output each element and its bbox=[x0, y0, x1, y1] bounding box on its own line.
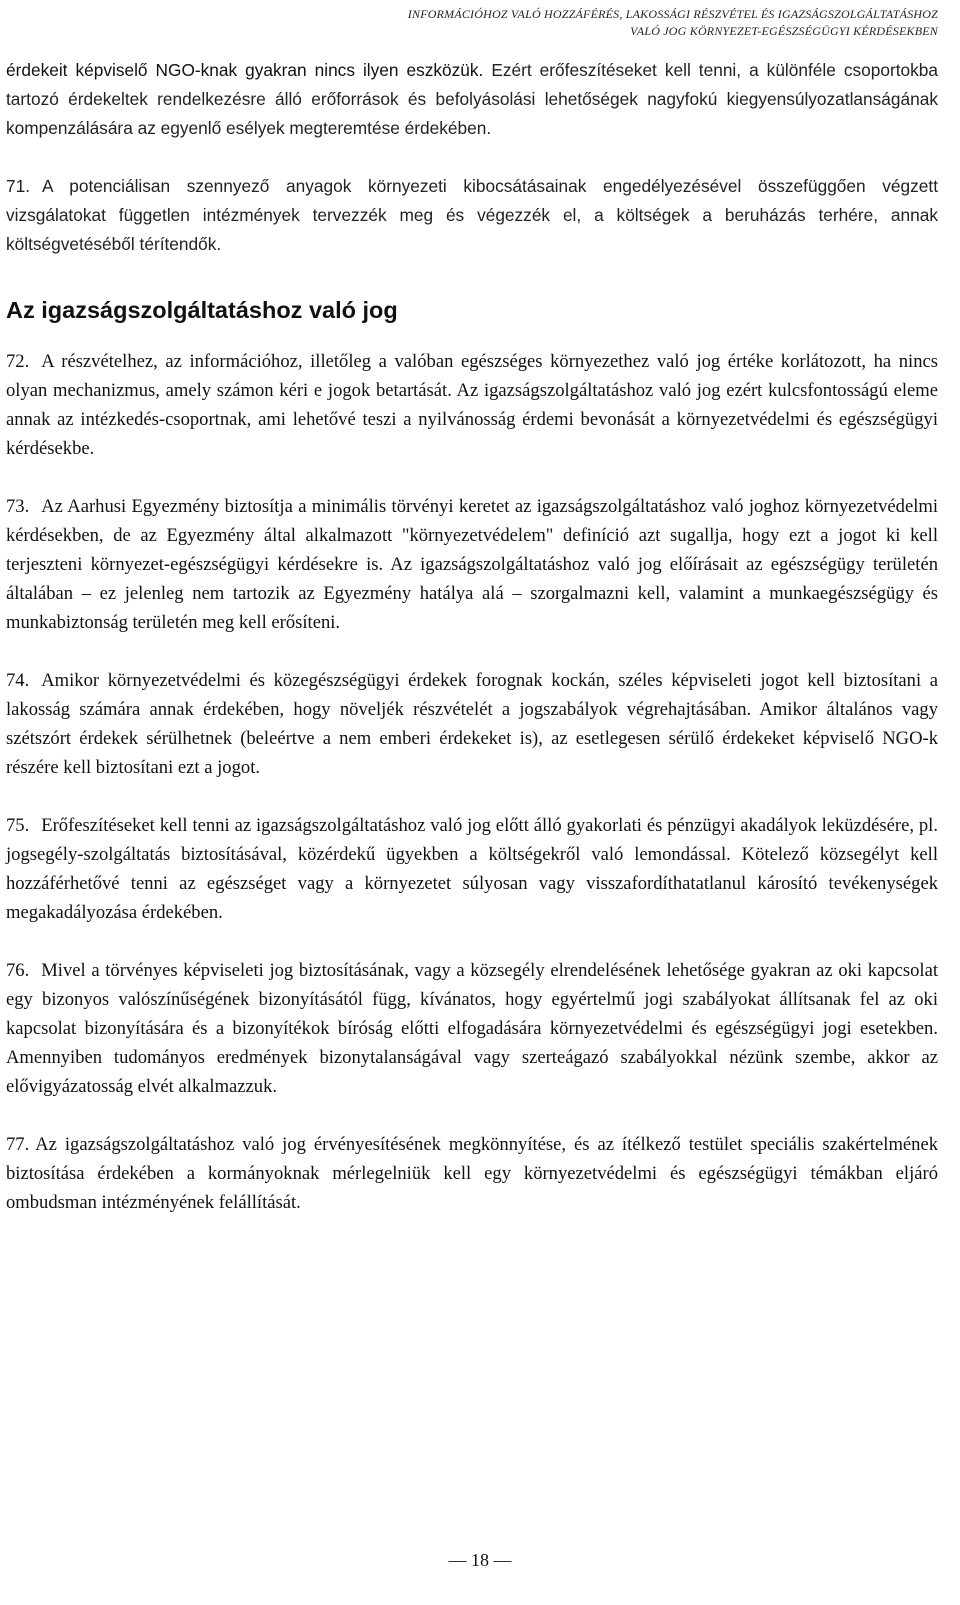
paragraph-number: 73. bbox=[6, 496, 30, 517]
paragraph-number: 76. bbox=[6, 960, 30, 981]
intro-sans-fragment: érdekeit képviselő NGO-knak gyakran nincs ilyen eszközük. bbox=[6, 60, 484, 80]
paragraph-text: A részvételhez, az információhoz, illetőleg a valóban egészséges környezethez való jog értéke korlátozott, ha nincs olyan mechanizmus, amely számon kéri e jogok betartását. Az igazságszolgáltatáshoz való jog ezért kulcsfontosságú eleme annak az intézkedés-csoportnak, ami lehetővé teszi a nyilvánosság érdemi bevonását a környezetvédelmi és egészségügyi kérdésekbe. bbox=[6, 351, 938, 459]
page-number: — 18 — bbox=[448, 1550, 512, 1570]
intro-paragraph bbox=[6, 56, 938, 143]
paragraph-number: 72. bbox=[6, 351, 30, 372]
paragraph-text: Az igazságszolgáltatáshoz való jog érvényesítésének megkönnyítése, és az ítélkező testület speciális szakértelmének biztosítása érdekében a kormányoknak mérlegelniük kell egy környezetvédelmi és egészségügyi témákban eljáró ombudsman intézményének felállítását. bbox=[6, 1134, 938, 1213]
paragraph-71 bbox=[6, 172, 938, 259]
intro-serif-fragment: Ezért erőfeszítéseket kell tenni, a különféle csoportokba tartozó érdekeltek rendelkezésre álló erőforrások és befolyásolási lehetőségek nagyfokú kiegyensúlyozatlanságának kompenzálására az egyenlő esélyek megteremtése érdekében. bbox=[6, 60, 938, 138]
paragraph-72 bbox=[6, 347, 938, 463]
paragraph-number: 71. bbox=[6, 176, 31, 196]
paragraph-number: 75. bbox=[6, 815, 30, 836]
running-header-line-1: INFORMÁCIÓHOZ VALÓ HOZZÁFÉRÉS, LAKOSSÁGI RÉSZVÉTEL ÉS IGAZSÁGSZOLGÁLTATÁSHOZ bbox=[407, 7, 938, 21]
paragraph-number: 74. bbox=[6, 670, 30, 691]
paragraph-text: Az Aarhusi Egyezmény biztosítja a minimális törvényi keretet az igazságszolgáltatáshoz való joghoz környezetvédelmi kérdésekben, de az Egyezmény által alkalmazott "környezetvédelem" definíció azt sugallja, hogy ezt a jogot ki kell terjeszteni környezet-egészségügyi kérdésekre is. Az igazságszolgáltatáshoz való jog előírásait az egészségügy területén általában – ez jelenleg nem tartozik az Egyezmény hatálya alá – szorgalmazni kell, valamint a munkaegészségügy és munkabiztonság területén meg kell erősíteni. bbox=[6, 496, 938, 633]
running-header bbox=[408, 6, 938, 40]
paragraph-77 bbox=[6, 1130, 938, 1217]
page-body bbox=[6, 56, 938, 1217]
paragraph-text: A potenciálisan szennyező anyagok környezeti kibocsátásainak engedélyezésével összefüggően végzett vizsgálatokat független intézmények tervezzék meg és végezzék el, a költségek a beruházás terhére, annak költségvetéséből térítendők. bbox=[6, 176, 938, 254]
paragraph-76 bbox=[6, 956, 938, 1101]
paragraph-number: 77. bbox=[6, 1134, 30, 1155]
paragraph-text: Mivel a törvényes képviseleti jog biztosításának, vagy a közsegély elrendelésének lehetősége gyakran az oki kapcsolat egy bizonyos valószínűségének bizonyításától függ, kívánatos, hogy egyértelmű jogi szabályokat állítsanak fel az oki kapcsolat bizonyítására és a bizonyítékok bíróság előtti elfogadására környezetvédelmi és egészségügyi jogi esetekben. Amennyiben tudományos eredmények bizonytalanságával vagy szerteágazó szabályokkal nézünk szembe, akkor az elővigyázatosság elvét alkalmazzuk. bbox=[6, 960, 938, 1097]
paragraph-74 bbox=[6, 666, 938, 782]
paragraph-75 bbox=[6, 811, 938, 927]
paragraph-text: Erőfeszítéseket kell tenni az igazságszolgáltatáshoz való jog előtt álló gyakorlati és pénzügyi akadályok leküzdésére, pl. jogsegély-szolgáltatás biztosításával, közérdekű ügyekben a költségekről való lemondással. Kötelező közsegélyt kell hozzáférhetővé tenni az egészséget vagy a környezetet súlyosan vagy visszafordíthatatlanul károsító tevékenységek megakadályozása érdekében. bbox=[6, 815, 938, 923]
section-heading: Az igazságszolgáltatáshoz való jog bbox=[6, 297, 398, 323]
paragraph-text: Amikor környezetvédelmi és közegészségügyi érdekek forognak kockán, széles képviseleti jogot kell biztosítani a lakosság számára annak érdekében, hogy növeljék részvételét a jogszabályok végrehajtásában. Amikor általános vagy szétszórt érdekek sérülhetnek (beleértve a nem emberi érdekeket is), az esetlegesen sérülő érdekeket képviselő NGO-k részére kell biztosítani ezt a jogot. bbox=[6, 670, 938, 778]
paragraph-73 bbox=[6, 492, 938, 637]
running-header-line-2: VALÓ JOG KÖRNYEZET-EGÉSZSÉGÜGYI KÉRDÉSEKBEN bbox=[630, 24, 938, 38]
